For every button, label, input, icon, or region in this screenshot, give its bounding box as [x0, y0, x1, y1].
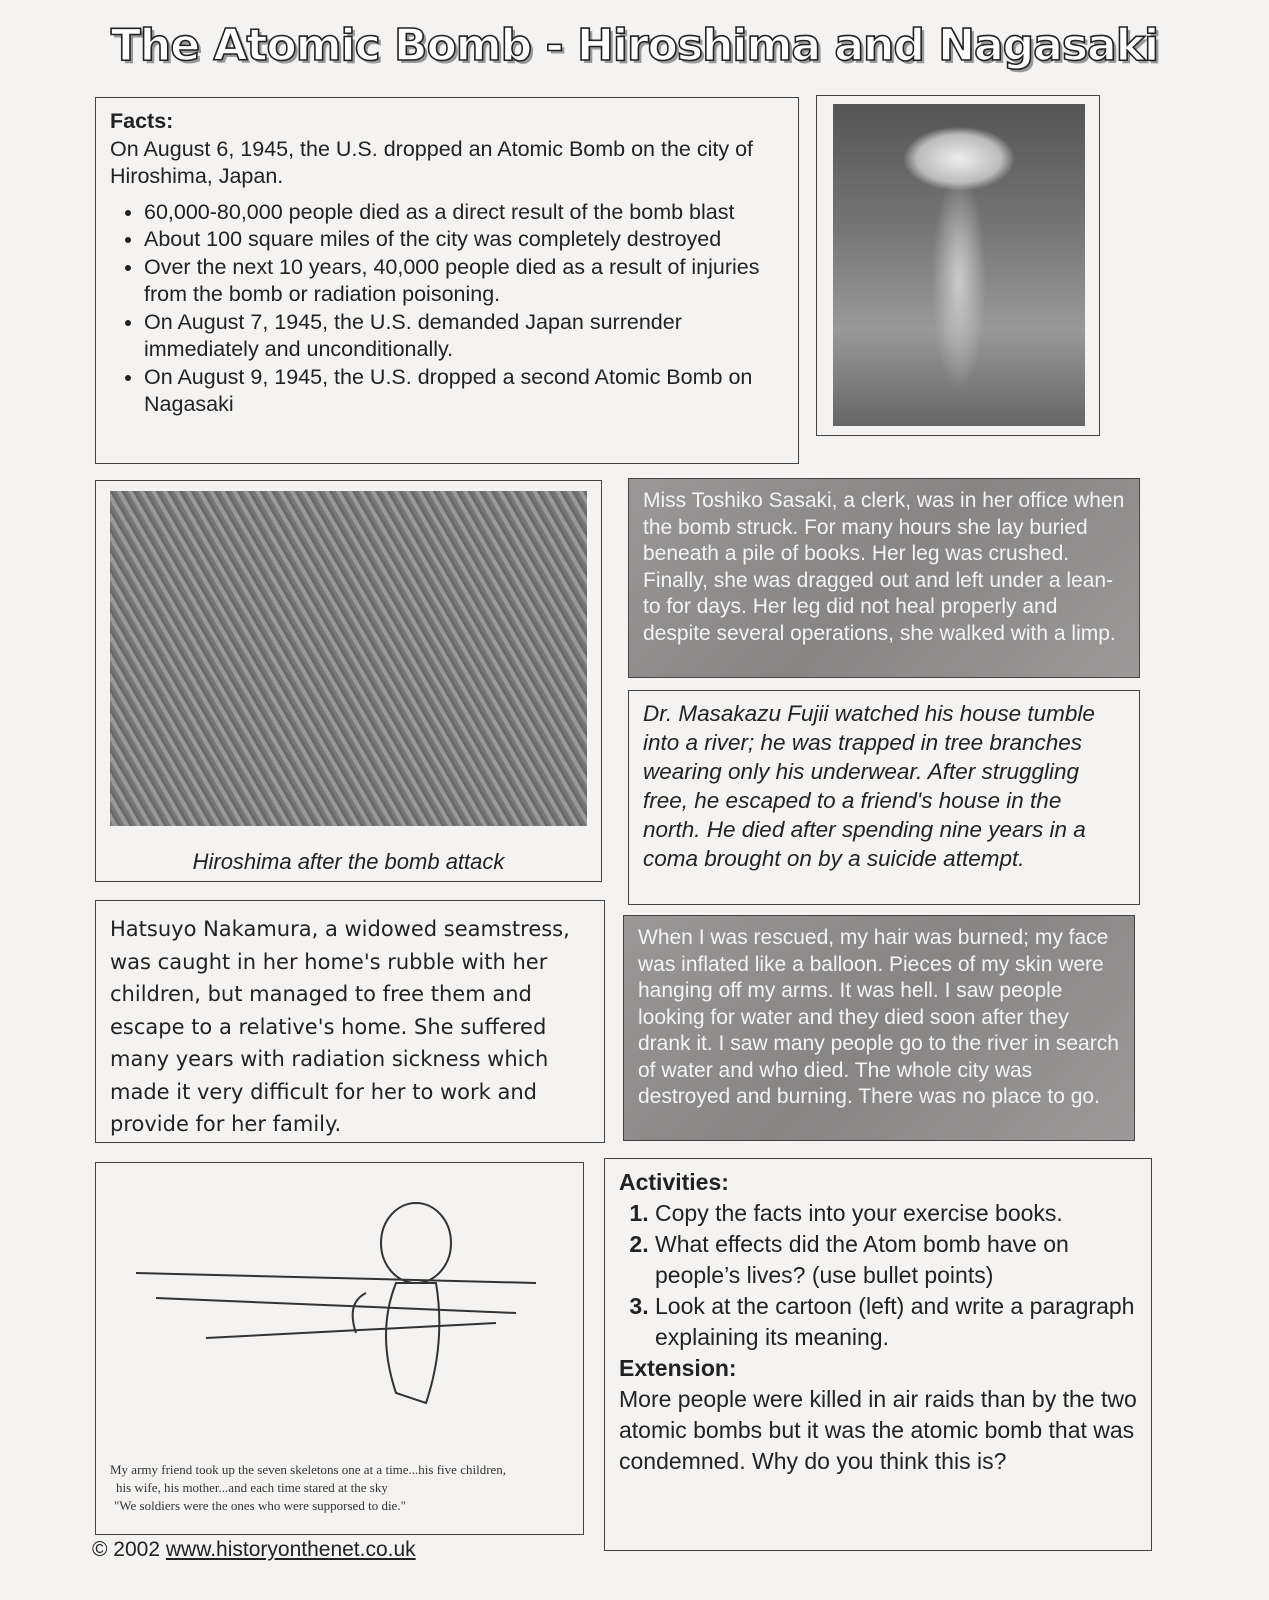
facts-list — [110, 199, 784, 419]
fujii-account: Dr. Masakazu Fujii watched his house tumble into a river; he was trapped in tree branches wearing only his underwear. After struggling free, he escaped to a friend's house in the north. He died after spending nine years in a coma brought on by a suicide attempt. — [628, 690, 1140, 905]
hiroshima-photo-frame — [95, 480, 602, 882]
activity-item: 3. Look at the cartoon (left) and write a paragraph explaining its meaning. — [655, 1291, 1137, 1353]
cartoon-caption-line: My army friend took up the seven skeletons one at a time...his five children, — [110, 1462, 507, 1477]
footer — [92, 1538, 416, 1562]
hiroshima-aerial-photo — [110, 491, 587, 826]
activities-box — [604, 1158, 1152, 1551]
sasaki-account: Miss Toshiko Sasaki, a clerk, was in her office when the bomb struck. For many hours she lay buried beneath a pile of books. Her leg was crushed. Finally, she was dragged out and left under a lean-to for days. Her leg did not heal properly and despite several operations, she walked with a limp. — [628, 478, 1140, 678]
activities-heading: Activities: — [619, 1169, 729, 1195]
fact-item: • On August 7, 1945, the U.S. demanded Japan surrender immediately and unconditionally. — [144, 309, 784, 364]
cartoon-caption — [110, 1461, 506, 1515]
copyright: © 2002 — [92, 1538, 161, 1561]
fact-item: • Over the next 10 years, 40,000 people died as a result of injuries from the bomb or radiation poisoning. — [144, 254, 784, 309]
cartoon-illustration — [96, 1163, 585, 1443]
activity-item: 2. What effects did the Atom bomb have on people’s lives? (use bullet points) — [655, 1229, 1137, 1291]
fact-item: • 60,000-80,000 people died as a direct result of the bomb blast — [144, 199, 784, 227]
cartoon-frame — [95, 1162, 584, 1535]
extension-text: More people were killed in air raids than by the two atomic bombs but it was the atomic bomb that was condemned. Why do you think this is? — [619, 1386, 1137, 1474]
facts-heading: Facts: — [110, 109, 174, 133]
fact-item: • About 100 square miles of the city was completely destroyed — [144, 226, 784, 254]
cartoon-caption-line: "We soldiers were the ones who were supporsed to die." — [114, 1498, 406, 1513]
mushroom-cloud-photo — [833, 104, 1085, 426]
cartoon-caption-line: his wife, his mother...and each time stared at the sky — [116, 1480, 388, 1495]
facts-intro: On August 6, 1945, the U.S. dropped an Atomic Bomb on the city of Hiroshima, Japan. — [110, 136, 754, 188]
activities-list — [619, 1198, 1137, 1353]
hiroshima-caption: Hiroshima after the bomb attack — [192, 849, 505, 874]
fact-item: • On August 9, 1945, the U.S. dropped a second Atomic Bomb on Nagasaki — [144, 364, 784, 419]
survivor-quote: When I was rescued, my hair was burned; my face was inflated like a balloon. Pieces of my skin were hanging off my arms. It was hell. I saw people looking for water and they died soon after they drank it. I saw many people go to the river in search of water and who died. The whole city was destroyed and burning. There was no place to go. — [623, 915, 1135, 1141]
activity-item: 1. Copy the facts into your exercise books. — [655, 1198, 1137, 1229]
nakamura-account: Hatsuyo Nakamura, a widowed seamstress, was caught in her home's rubble with her children, but managed to free them and escape to a relative's home. She suffered many years with radiation sickness which made it very difficult for her to work and provide for her family. — [95, 900, 605, 1143]
mushroom-cloud-photo-frame — [816, 95, 1100, 436]
page-title: The Atomic Bomb - Hiroshima and Nagasaki — [110, 20, 1159, 71]
facts-box — [95, 97, 799, 464]
extension-heading: Extension: — [619, 1355, 737, 1381]
website-link[interactable]: www.historyonthenet.co.uk — [165, 1538, 416, 1561]
